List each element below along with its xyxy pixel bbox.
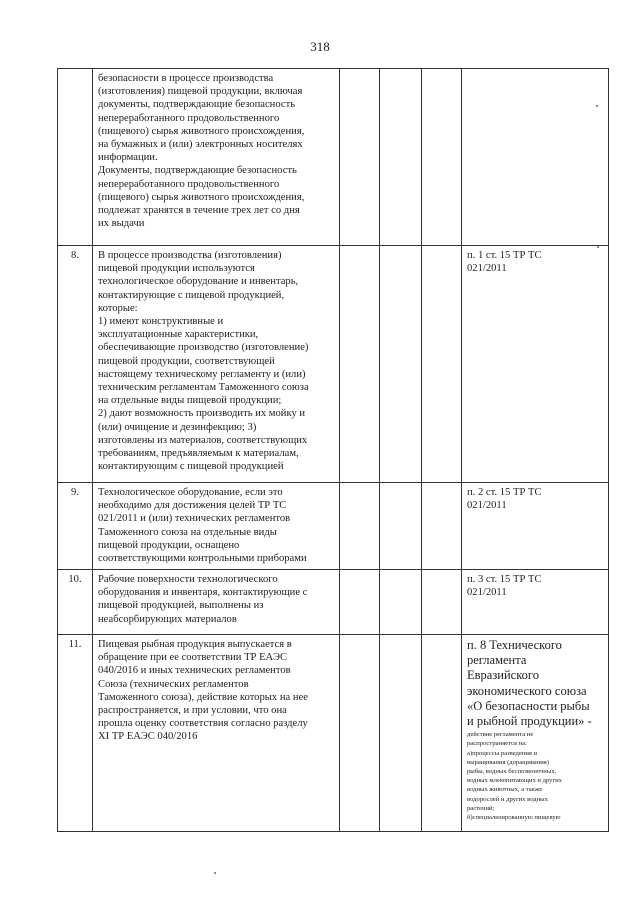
requirement-text: Пищевая рыбная продукция выпускается в обращение при ее соответствии ТР ЕАЭС 040/2016 и иных технических регламентов Союза (технических регламентов Таможенного союза), действие которых на нее распространяется, и при условии, что она прошла оценку соответствия согласно разделу XI ТР ЕАЭС 040/2016 [98, 639, 308, 743]
answer-cell [422, 635, 462, 832]
table-row [58, 483, 609, 570]
scan-speck [596, 105, 598, 107]
scan-speck [214, 872, 216, 874]
reference-cell [462, 246, 609, 483]
reference-cell [462, 570, 609, 635]
row-number [58, 69, 93, 246]
requirement-cell [93, 246, 340, 483]
requirement-cell [93, 69, 340, 246]
answer-cell [340, 570, 380, 635]
answer-cell [380, 69, 422, 246]
answer-cell [340, 483, 380, 570]
requirement-cell [93, 635, 340, 832]
answer-cell [340, 246, 380, 483]
table-row [58, 570, 609, 635]
answer-cell [422, 246, 462, 483]
reference-cell [462, 483, 609, 570]
row-number: 10. [58, 570, 93, 635]
requirement-cell [93, 483, 340, 570]
answer-cell [422, 483, 462, 570]
reference-text: п. 3 ст. 15 ТР ТС 021/2011 [467, 574, 542, 599]
reference-text: п. 8 Технического регламента Евразийского экономического союза «О безопасности рыбы и рыбной продукции» - [467, 638, 592, 729]
row-number: 11. [58, 635, 93, 832]
row-number: 9. [58, 483, 93, 570]
answer-cell [422, 570, 462, 635]
requirement-text: В процессе производства (изготовления) пищевой продукции используются технологическое оборудование и инвентарь, контактирующие с пищевой продукцией, которые: 1) имеют конструктивные и эксплуатационные характеристики, обеспечивающие производство (изготовление) пищевой продукции, соответствующей настоящему техническому регламенту и (или) техническим регламентам Таможенного союза на отдельные виды пищевой продукции; 2) дают возможность производить их мойку и (или) очищение и дезинфекцию; 3) изготовлены из материалов, соответствующих требованиям, предъявляемым к материалам, контактирующим с пищевой продукцией [98, 250, 309, 473]
row-number: 8. [58, 246, 93, 483]
requirement-text: безопасности в процессе производства (изготовления) пищевой продукции, включая документы, подтверждающие безопасность непереработанного продовольственного (пищевого) сырья животного происхождения, на бумажных и (или) электронных носителях информации. [98, 73, 305, 164]
answer-cell [380, 570, 422, 635]
requirement-cell [93, 570, 340, 635]
table-row [58, 69, 609, 246]
answer-cell [422, 69, 462, 246]
reference-text: п. 2 ст. 15 ТР ТС 021/2011 [467, 487, 542, 512]
page-number: 318 [310, 39, 330, 54]
answer-cell [340, 635, 380, 832]
table-row [58, 635, 609, 832]
answer-cell [380, 635, 422, 832]
reference-cell [462, 635, 609, 832]
reference-text: п. 1 ст. 15 ТР ТС 021/2011 [467, 250, 542, 275]
requirements-table [57, 68, 609, 832]
answer-cell [340, 69, 380, 246]
table-row [58, 246, 609, 483]
reference-cell [462, 69, 609, 246]
requirement-text: Документы, подтверждающие безопасность непереработанного продовольственного (пищевого) сырья животного происхождения, подлежат хранятся в течение трех лет со дня их выдачи [98, 165, 305, 230]
requirement-text: Технологическое оборудование, если это необходимо для достижения целей ТР ТС 021/2011 и (или) технических регламентов Таможенного союза на отдельные виды пищевой продукции, оснащено соответствующими контрольными приборами [98, 487, 307, 565]
answer-cell [380, 483, 422, 570]
reference-note: действие регламента не распространяется на: а)процессы разведения и выращивания (доращивания) рыбы, водных беспозвоночных, водных млекопитающих и других водных животных, а также водорослей и других водных растений; б)специализированную пищевую [467, 731, 562, 822]
requirement-text: Рабочие поверхности технологического оборудования и инвентаря, контактирующие с пищевой продукцией, выполнены из неабсорбирующих материалов [98, 574, 308, 625]
answer-cell [380, 246, 422, 483]
scan-speck [597, 246, 599, 248]
